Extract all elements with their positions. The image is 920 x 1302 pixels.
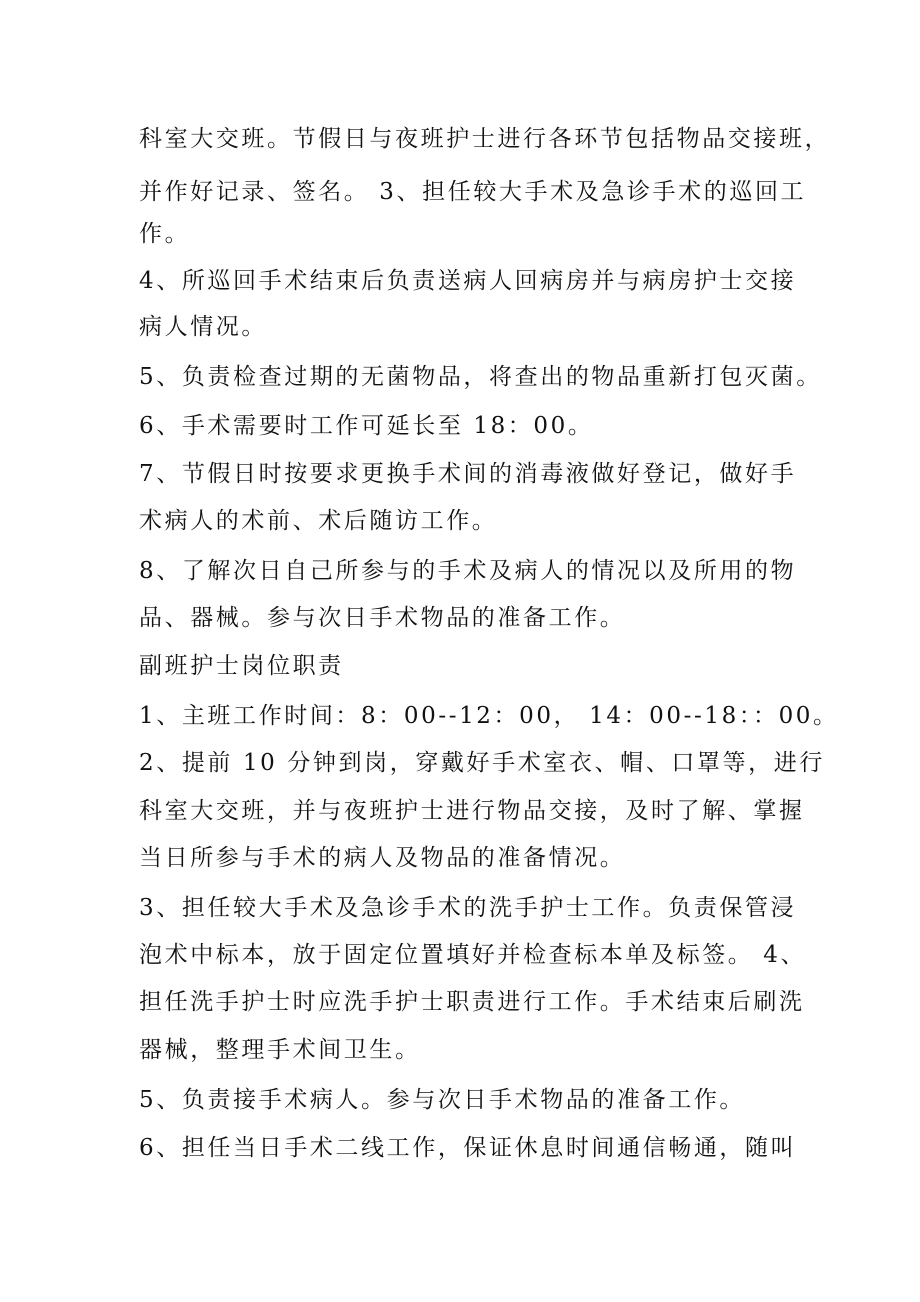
text-line: 2、提前 10 分钟到岗，穿戴好手术室衣、帽、口罩等，进行 xyxy=(139,750,825,776)
text-line: 担任洗手护士时应洗手护士职责进行工作。手术结束后刷洗 xyxy=(139,989,805,1015)
text-line: 科室大交班，并与夜班护士进行物品交接，及时了解、掌握 xyxy=(139,798,805,824)
text-line: 5、负责接手术病人。参与次日手术物品的准备工作。 xyxy=(139,1087,746,1113)
text-line: 1、主班工作时间：8：00--12：00， 14：00--18：：00。 xyxy=(139,703,839,729)
text-line: 6、担任当日手术二线工作，保证休息时间通信畅通，随叫 xyxy=(139,1135,797,1161)
text-line: 6、手术需要时工作可延长至 18：00。 xyxy=(139,413,594,439)
text-line: 8、了解次日自己所参与的手术及病人的情况以及所用的物 xyxy=(139,558,797,584)
text-line: 当日所参与手术的病人及物品的准备情况。 xyxy=(139,845,626,871)
text-line: 并作好记录、签名。 3、担任较大手术及急诊手术的巡回工 xyxy=(139,179,807,205)
text-line: 病人情况。 xyxy=(139,314,267,340)
text-line: 品、器械。参与次日手术物品的准备工作。 xyxy=(139,605,626,631)
text-line: 器械，整理手术间卫生。 xyxy=(139,1037,421,1063)
text-line: 泡术中标本，放于固定位置填好并检查标本单及标签。 4、 xyxy=(139,942,807,968)
section-heading: 副班护士岗位职责 xyxy=(139,653,344,679)
text-line: 5、负责检查过期的无菌物品，将查出的物品重新打包灭菌。 xyxy=(139,364,822,390)
text-line: 3、担任较大手术及急诊手术的洗手护士工作。负责保管浸 xyxy=(139,895,797,921)
text-line: 科室大交班。节假日与夜班护士进行各环节包括物品交接班， xyxy=(139,126,831,152)
text-line: 术病人的术前、术后随访工作。 xyxy=(139,508,498,534)
text-line: 4、所巡回手术结束后负责送病人回病房并与病房护士交接 xyxy=(139,268,797,294)
text-line: 作。 xyxy=(139,221,191,247)
text-line: 7、节假日时按要求更换手术间的消毒液做好登记，做好手 xyxy=(139,461,797,487)
